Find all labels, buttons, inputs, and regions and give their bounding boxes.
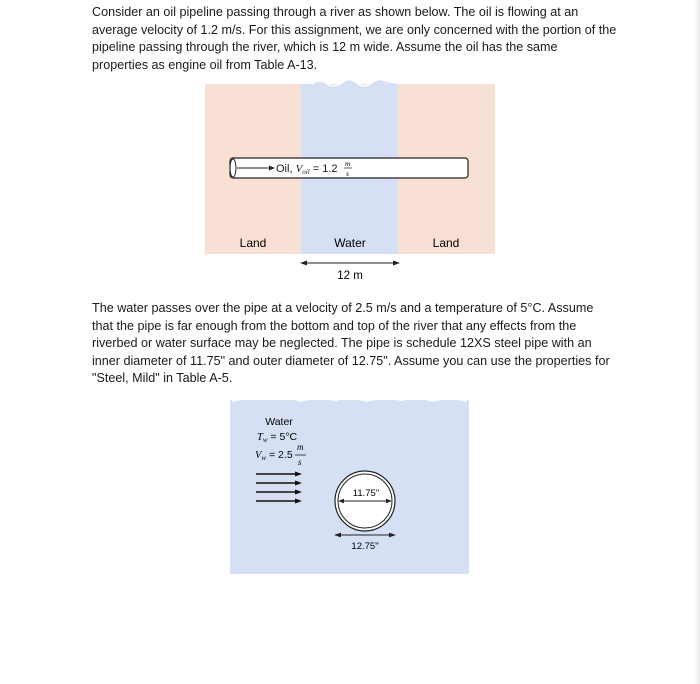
water-title: Water: [265, 416, 293, 428]
river-width-label: 12 m: [337, 270, 363, 282]
water-wave-top: [301, 80, 398, 91]
inner-diameter-label: 11.75": [352, 488, 380, 499]
water-temperature: Tw = 5°C: [257, 431, 298, 444]
outer-diameter-label: 12.75": [351, 541, 379, 552]
problem-paragraph-1: Consider an oil pipeline passing through a river as shown below. The oil is flowing at an average velocity of 1.2 m/s. For this assignment, we are only concerned with the portion of the pipeline passing through the river, which is 12 m wide. Assume the oil has the same properties as engine oil from Table A-13.: [92, 5, 617, 72]
velocity-unit-numerator: m: [297, 442, 304, 452]
oil-velocity-label: Oil, Voil = 1.2: [276, 163, 338, 176]
pipe-end-cap: [230, 159, 236, 177]
oil-unit-denominator: s: [346, 169, 349, 178]
page-edge-shadow: [694, 0, 700, 684]
land-left-label: Land: [239, 236, 267, 250]
dimension-arrowhead-left: [300, 261, 307, 266]
land-right-label: Land: [432, 236, 460, 250]
pipeline-river-figure: [0, 0, 700, 300]
water-label: Water: [334, 236, 366, 250]
problem-paragraph-2: The water passes over the pipe at a velocity of 2.5 m/s and a temperature of 5°C. Assume that the pipe is far enough from the bottom and top of the river that any effects from the riverbed or water surface may be neglected. The pipe is schedule 12XS steel pipe with an inner diameter of 11.75" and outer diameter of 12.75". Assume you can use the properties for "Steel, Mild" in Table A-5.: [92, 301, 610, 386]
oil-unit-numerator: m: [345, 159, 351, 168]
pipe-cross-section-figure: [0, 390, 700, 580]
dimension-arrowhead-right: [393, 261, 400, 266]
water-velocity: Vw = 2.5: [255, 449, 293, 462]
velocity-unit-denominator: s: [298, 457, 302, 467]
